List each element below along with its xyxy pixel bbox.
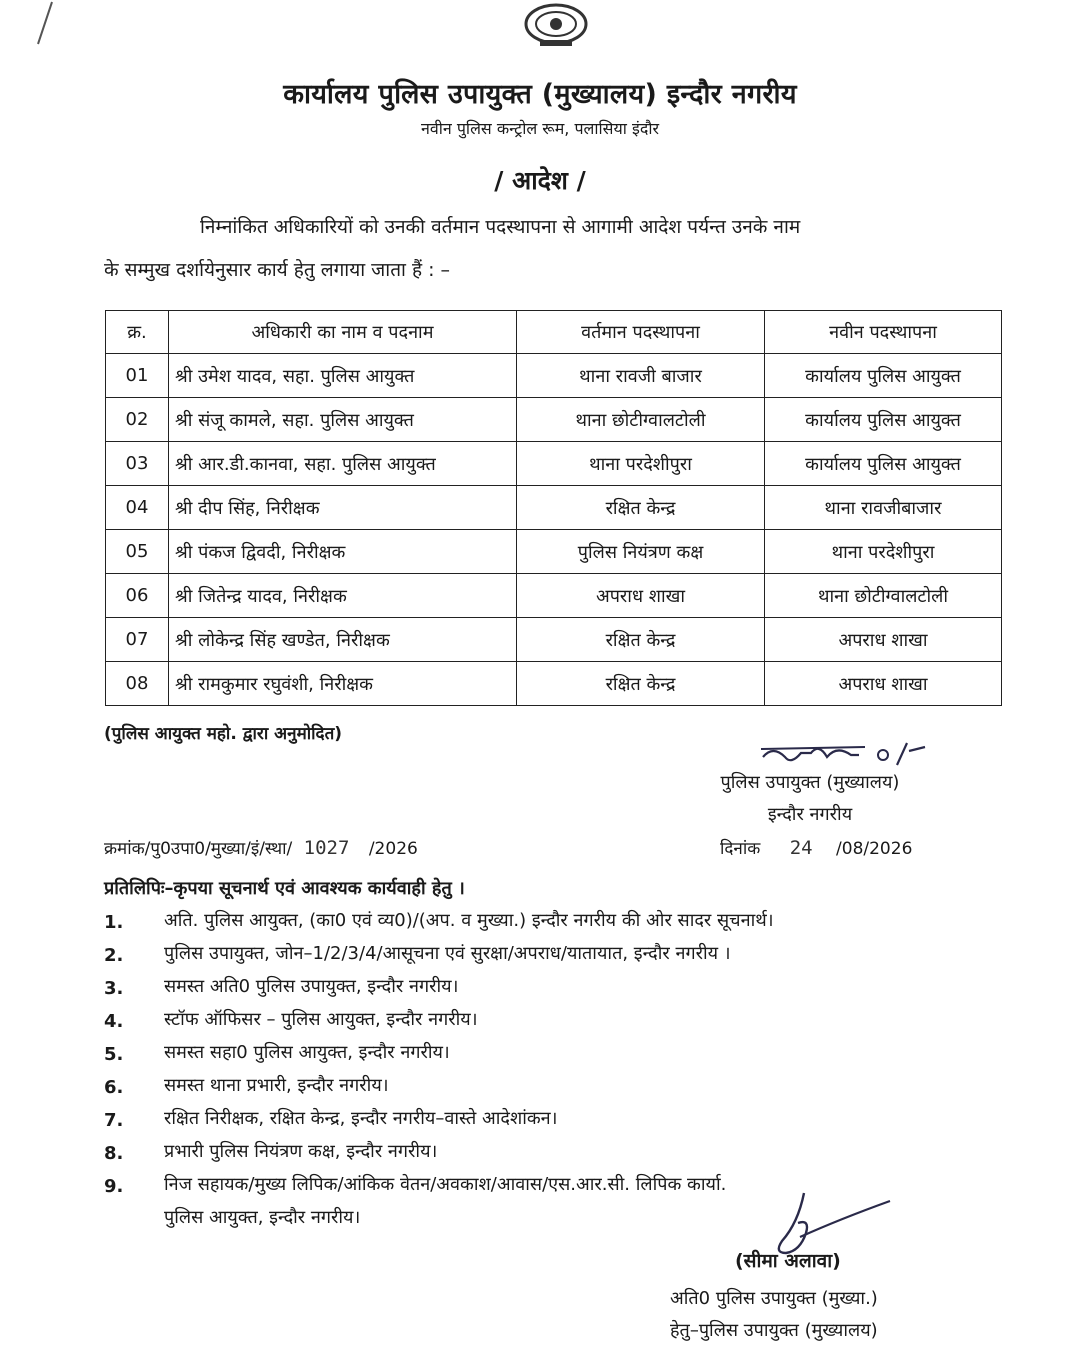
row-serial: 05 (106, 530, 169, 574)
list-item-text: पुलिस उपायुक्त, जोन–1/2/3/4/आसूचना एवं सुरक्षा/अपराध/यातायात, इन्दौर नगरीय । (164, 943, 731, 964)
list-item-text: समस्त अति0 पुलिस उपायुक्त, इन्दौर नगरीय। (164, 976, 459, 997)
date-label: दिनांक (720, 839, 761, 859)
row-officer-name: श्री दीप सिंह, निरीक्षक (169, 486, 517, 530)
intro-line-1: निम्नांकित अधिकारियों को उनकी वर्तमान पदस्थापना से आगामी आदेश पर्यन्त उनके नाम (200, 216, 801, 238)
row-new-posting: कार्यालय पुलिस आयुक्त (765, 442, 1002, 486)
list-item (104, 1073, 1004, 1106)
list-item (104, 941, 1004, 974)
row-current-posting: थाना छोटीग्वालटोली (517, 398, 765, 442)
row-new-posting: अपराध शाखा (765, 618, 1002, 662)
signatory1-city: इन्दौर नगरीय (767, 804, 853, 825)
row-serial: 08 (106, 662, 169, 706)
row-current-posting: रक्षित केन्द्र (517, 662, 765, 706)
list-item (104, 1007, 1004, 1040)
row-officer-name: श्री लोकेन्द्र सिंह खण्डेत, निरीक्षक (169, 618, 517, 662)
row-current-posting: थाना रावजी बाजार (517, 354, 765, 398)
list-item-text: समस्त थाना प्रभारी, इन्दौर नगरीय। (164, 1075, 389, 1096)
table-row (106, 398, 1002, 442)
list-item-number: 3. (104, 978, 124, 999)
copy-to-heading: प्रतिलिपिः–कृपया सूचनार्थ एवं आवश्यक कार्यवाही हेतु । (104, 878, 465, 899)
signatory2-name: (सीमा अलावा) (735, 1250, 841, 1272)
handwritten-signature-1 (755, 735, 935, 775)
list-item-text: रक्षित निरीक्षक, रक्षित केन्द्र, इन्दौर नगरीय–वास्ते आदेशांकन। (164, 1108, 558, 1129)
list-item-number: 8. (104, 1143, 124, 1164)
reference-handwritten-number: 1027 (303, 837, 350, 859)
table-row (106, 662, 1002, 706)
list-item-number: 7. (104, 1110, 124, 1131)
row-new-posting: अपराध शाखा (765, 662, 1002, 706)
row-serial: 03 (106, 442, 169, 486)
column-header-sn: क्र. (106, 311, 169, 354)
row-new-posting: थाना रावजीबाजार (765, 486, 1002, 530)
row-officer-name: श्री आर.डी.कानवा, सहा. पुलिस आयुक्त (169, 442, 517, 486)
police-emblem-icon (520, 2, 592, 48)
row-officer-name: श्री संजू कामले, सहा. पुलिस आयुक्त (169, 398, 517, 442)
list-item (104, 974, 1004, 1007)
list-item (104, 1139, 1004, 1172)
row-new-posting: थाना छोटीग्वालटोली (765, 574, 1002, 618)
column-header-officer: अधिकारी का नाम व पदनाम (169, 311, 517, 354)
list-item-number: 4. (104, 1011, 124, 1032)
list-item (104, 1106, 1004, 1139)
pen-scratch-mark (20, 0, 60, 50)
table-row (106, 354, 1002, 398)
column-header-new-posting: नवीन पदस्थापना (765, 311, 1002, 354)
table-row (106, 574, 1002, 618)
column-header-current-posting: वर्तमान पदस्थापना (517, 311, 765, 354)
row-officer-name: श्री पंकज द्विवदी, निरीक्षक (169, 530, 517, 574)
row-current-posting: थाना परदेशीपुरा (517, 442, 765, 486)
row-current-posting: रक्षित केन्द्र (517, 618, 765, 662)
signatory2-for-line: हेतु–पुलिस उपायुक्त (मुख्यालय) (670, 1320, 878, 1341)
reference-year: /2026 (368, 839, 418, 859)
table-row (106, 618, 1002, 662)
list-item-number: 9. (104, 1176, 124, 1197)
list-item-number: 2. (104, 945, 124, 966)
date-rest: /08/2026 (836, 839, 913, 859)
list-item-text: पुलिस आयुक्त, इन्दौर नगरीय। (164, 1207, 361, 1228)
signatory2-designation: अति0 पुलिस उपायुक्त (मुख्या.) (670, 1288, 878, 1309)
list-item-number: 5. (104, 1044, 124, 1065)
list-item-text: निज सहायक/मुख्य लिपिक/आंकिक वेतन/अवकाश/आवास/एस.आर.सी. लिपिक कार्या. (164, 1174, 727, 1195)
approval-note: (पुलिस आयुक्त महो. द्वारा अनुमोदित) (104, 724, 343, 744)
table-row (106, 486, 1002, 530)
table-row (106, 442, 1002, 486)
row-new-posting: कार्यालय पुलिस आयुक्त (765, 354, 1002, 398)
row-current-posting: रक्षित केन्द्र (517, 486, 765, 530)
date-handwritten-day: 24 (789, 837, 813, 859)
list-item-text: प्रभारी पुलिस नियंत्रण कक्ष, इन्दौर नगरीय। (164, 1141, 438, 1162)
row-officer-name: श्री रामकुमार रघुवंशी, निरीक्षक (169, 662, 517, 706)
list-item-text: समस्त सहा0 पुलिस आयुक्त, इन्दौर नगरीय। (164, 1042, 450, 1063)
list-item-text: अति. पुलिस आयुक्त, (का0 एवं व्य0)/(अप. व मुख्या.) इन्दौर नगरीय की ओर सादर सूचनार्थ। (164, 910, 774, 931)
row-serial: 01 (106, 354, 169, 398)
row-current-posting: पुलिस नियंत्रण कक्ष (517, 530, 765, 574)
row-new-posting: थाना परदेशीपुरा (765, 530, 1002, 574)
row-serial: 02 (106, 398, 169, 442)
signatory1-designation: पुलिस उपायुक्त (मुख्यालय) (720, 772, 900, 793)
office-address: नवीन पुलिस कन्ट्रोल रूम, पलासिया इंदौर (420, 119, 660, 138)
row-officer-name: श्री जितेन्द्र यादव, निरीक्षक (169, 574, 517, 618)
order-date (720, 836, 912, 859)
office-title: कार्यालय पुलिस उपायुक्त (मुख्यालय) इन्दौर नगरीय (283, 79, 797, 110)
row-serial: 06 (106, 574, 169, 618)
reference-number (104, 836, 418, 859)
row-serial: 07 (106, 618, 169, 662)
list-item-number: 6. (104, 1077, 124, 1098)
order-heading: / आदेश / (494, 166, 586, 195)
table-header-row (106, 311, 1002, 354)
row-officer-name: श्री उमेश यादव, सहा. पुलिस आयुक्त (169, 354, 517, 398)
row-new-posting: कार्यालय पुलिस आयुक्त (765, 398, 1002, 442)
reference-prefix: क्रमांक/पु0उपा0/मुख्या/इं/स्था/ (104, 839, 293, 859)
list-item-text: स्टॉफ ऑफिसर – पुलिस आयुक्त, इन्दौर नगरीय। (164, 1009, 478, 1030)
row-current-posting: अपराध शाखा (517, 574, 765, 618)
row-serial: 04 (106, 486, 169, 530)
intro-line-2: के सम्मुख दर्शायेनुसार कार्य हेतु लगाया जाता हैं : – (104, 259, 451, 281)
list-item (104, 1040, 1004, 1073)
posting-table (105, 310, 1002, 706)
list-item-number: 1. (104, 912, 124, 933)
table-row (106, 530, 1002, 574)
list-item (104, 908, 1004, 941)
